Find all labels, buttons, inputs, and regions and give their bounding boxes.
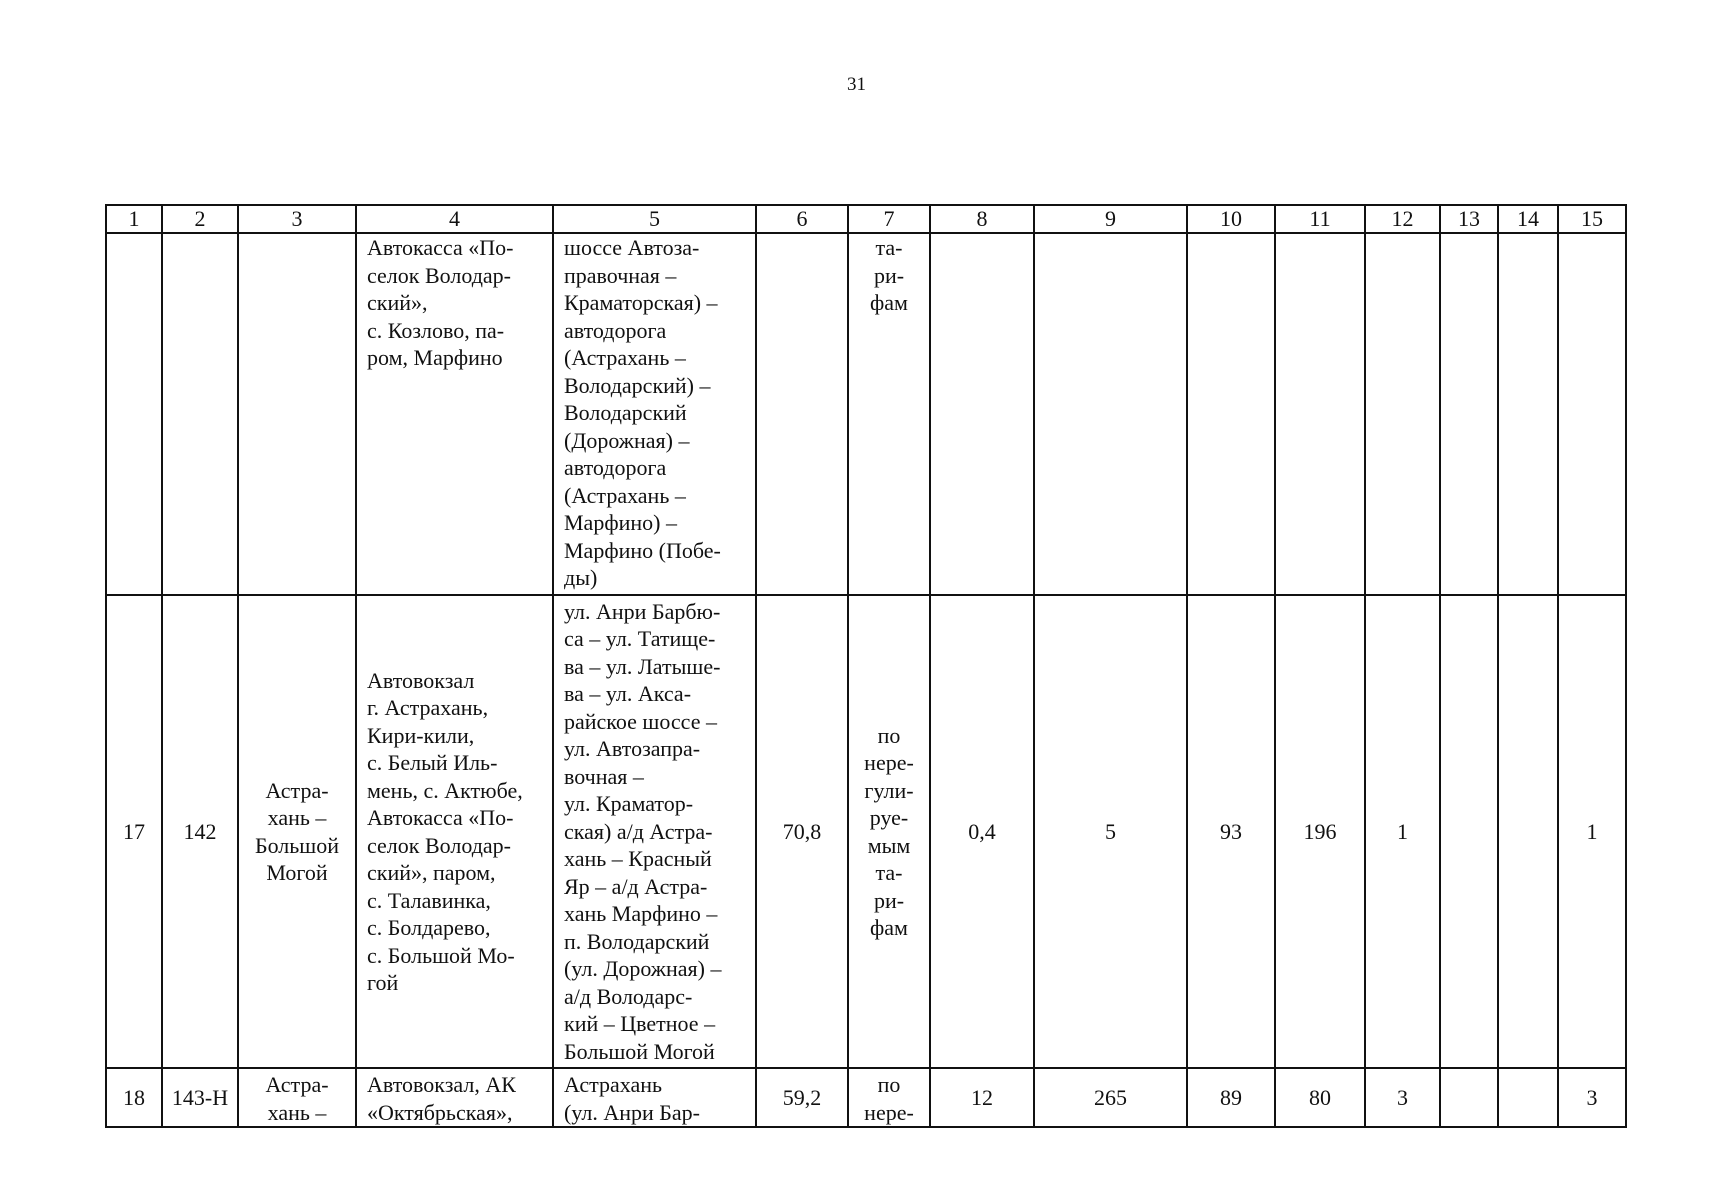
- column-header: 11: [1275, 205, 1365, 233]
- table-cell: [106, 233, 162, 595]
- column-header: 12: [1365, 205, 1440, 233]
- table-cell: Автовокзал г. Астрахань, Кири-кили, с. Белый Иль- мень, с. Актюбе, Автокасса «По- селок Володар- ский», паром, с. Талавинка, с. Болдарево, с. Большой Мо- гой: [356, 595, 553, 1068]
- table-cell: 80: [1275, 1068, 1365, 1127]
- table-cell: [1498, 1068, 1558, 1127]
- table-cell: по нере-: [848, 1068, 930, 1127]
- column-header: 8: [930, 205, 1034, 233]
- table-cell: 196: [1275, 595, 1365, 1068]
- table-cell: [1440, 595, 1498, 1068]
- column-header: 1: [106, 205, 162, 233]
- table-cell: ул. Анри Барбю- са – ул. Татище- ва – ул. Латыше- ва – ул. Акса- райское шоссе – ул. Автозапра- вочная – ул. Краматор- ская) а/д Астра- хань – Красный Яр – а/д Астра- хань Марфино – п. Володарский (ул. Дорожная) – а/д Володарс- кий – Цветное – Большой Могой: [553, 595, 756, 1068]
- column-header: 10: [1187, 205, 1275, 233]
- table-row: [106, 233, 1626, 595]
- table-cell: Астра- хань –: [238, 1068, 356, 1127]
- table-cell: [238, 233, 356, 595]
- table-cell: [1498, 595, 1558, 1068]
- table-row: [106, 595, 1626, 1068]
- table-cell: та- ри- фам: [848, 233, 930, 595]
- column-header: 15: [1558, 205, 1626, 233]
- table-cell: [1440, 233, 1498, 595]
- table-cell: [1498, 233, 1558, 595]
- column-header: 9: [1034, 205, 1187, 233]
- table-cell: 1: [1365, 595, 1440, 1068]
- table-cell: 3: [1365, 1068, 1440, 1127]
- header-row: [106, 205, 1626, 233]
- table-cell: 3: [1558, 1068, 1626, 1127]
- table-cell: Автовокзал, АК «Октябрьская»,: [356, 1068, 553, 1127]
- table-cell: 5: [1034, 595, 1187, 1068]
- table-cell: [162, 233, 238, 595]
- table-cell: шоссе Автоза- правочная – Краматорская) – автодорога (Астрахань – Володарский) – Володарский (Дорожная) – автодорога (Астрахань – Марфино) – Марфино (Побе- ды): [553, 233, 756, 595]
- column-header: 14: [1498, 205, 1558, 233]
- column-header: 2: [162, 205, 238, 233]
- table-cell: 18: [106, 1068, 162, 1127]
- table-cell: 142: [162, 595, 238, 1068]
- table-cell: [930, 233, 1034, 595]
- table-cell: Астра- хань – Большой Могой: [238, 595, 356, 1068]
- column-header: 4: [356, 205, 553, 233]
- table-cell: 1: [1558, 595, 1626, 1068]
- table-cell: [1440, 1068, 1498, 1127]
- page-number: 31: [847, 74, 866, 95]
- column-header: 5: [553, 205, 756, 233]
- table-cell: [1558, 233, 1626, 595]
- table-cell: 12: [930, 1068, 1034, 1127]
- table-cell: Астрахань (ул. Анри Бар-: [553, 1068, 756, 1127]
- routes-table: [105, 204, 1627, 1128]
- table-cell: 17: [106, 595, 162, 1068]
- table-cell: 265: [1034, 1068, 1187, 1127]
- table-cell: по нере- гули- руе- мым та- ри- фам: [848, 595, 930, 1068]
- column-header: 3: [238, 205, 356, 233]
- table-cell: [756, 233, 848, 595]
- column-header: 6: [756, 205, 848, 233]
- table-cell: 143-Н: [162, 1068, 238, 1127]
- table-cell: [1365, 233, 1440, 595]
- table-cell: [1275, 233, 1365, 595]
- table-row: [106, 1068, 1626, 1127]
- table-cell: 0,4: [930, 595, 1034, 1068]
- table-cell: [1187, 233, 1275, 595]
- column-header: 7: [848, 205, 930, 233]
- table-cell: 70,8: [756, 595, 848, 1068]
- table-cell: 89: [1187, 1068, 1275, 1127]
- column-header: 13: [1440, 205, 1498, 233]
- table-cell: 59,2: [756, 1068, 848, 1127]
- table-cell: 93: [1187, 595, 1275, 1068]
- table-cell: [1034, 233, 1187, 595]
- table-cell: Автокасса «По- селок Володар- ский», с. Козлово, па- ром, Марфино: [356, 233, 553, 595]
